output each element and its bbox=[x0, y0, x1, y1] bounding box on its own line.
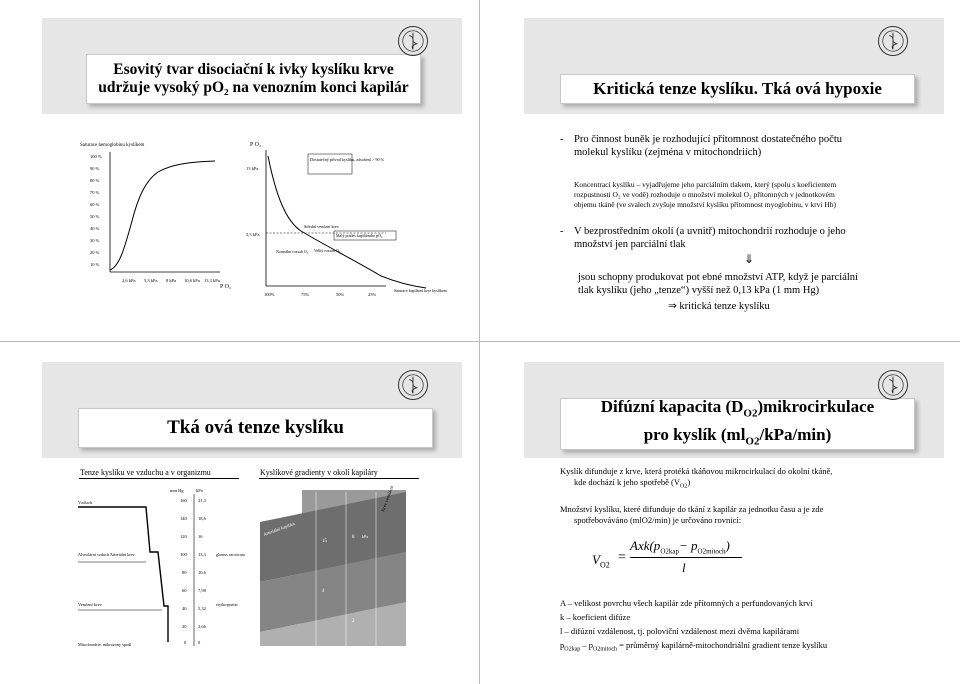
eq-sub: O2kap bbox=[660, 547, 679, 556]
gradient-value: 4 bbox=[322, 589, 325, 594]
mm-tick: 100 bbox=[180, 552, 187, 557]
ytick: 100 % bbox=[90, 154, 102, 159]
definition-line: A – velikost povrchu všech kapilár zde přítomných a perfundovaných krví bbox=[560, 598, 813, 608]
diffusion-equation bbox=[592, 538, 752, 582]
text-line: spotřebováváno (mlO2/min) je určováno rovnicí: bbox=[574, 515, 742, 525]
slide-4 bbox=[482, 344, 960, 684]
gradient-value: 2 bbox=[352, 619, 355, 624]
capillary-gradient-diagram bbox=[256, 482, 426, 652]
text-line: tlak kyslíku (jeho „tenze“) vyšší než 0,13 kPa (1 mm Hg) bbox=[578, 285, 820, 296]
mm-tick: 40 bbox=[182, 606, 187, 611]
graph-xlabel: P O₂ bbox=[220, 284, 232, 290]
caption-rule bbox=[259, 478, 419, 479]
xtick: 50% bbox=[336, 292, 345, 297]
ytick: 40 % bbox=[90, 226, 100, 231]
paragraph-concentration bbox=[574, 180, 934, 210]
slide-3 bbox=[0, 344, 478, 684]
kpa-tick: 10,6 bbox=[198, 570, 206, 575]
slide-title bbox=[560, 398, 915, 450]
kpa-tick: 5,32 bbox=[198, 606, 206, 611]
row-label: Alveolární vzduch Arteriální krev bbox=[78, 552, 135, 557]
text-sub: O2 bbox=[679, 483, 688, 490]
mm-tick: 160 bbox=[180, 498, 187, 503]
graph2-note: Střední venózní krev bbox=[304, 224, 339, 229]
text-line: Pro činnost buněk je rozhodující přítomnost dostatečného počtu bbox=[574, 134, 842, 145]
kpa-tick: 2,66 bbox=[198, 624, 206, 629]
xtick: 5,3 kPa bbox=[144, 278, 158, 283]
def-sub: O2kap bbox=[564, 646, 581, 653]
title-text: Tká ová tenze kyslíku bbox=[167, 417, 344, 438]
title-line: udržuje vysoký pO₂ na venozním konci kapilár bbox=[98, 79, 409, 96]
eq-equals: = bbox=[618, 550, 626, 565]
text-line: molekul kyslíku (zejména v mitochondriích) bbox=[574, 147, 762, 158]
ytick: 10 % bbox=[90, 262, 100, 267]
unit-label: kPa bbox=[362, 534, 368, 539]
xtick: 13,3 kPa bbox=[204, 278, 220, 283]
text-part: kde dochází k jeho spotřebě (V bbox=[574, 477, 680, 487]
graph2-ylabel: P O₂ bbox=[250, 142, 262, 148]
eq-part: Axk(p bbox=[630, 538, 661, 553]
row-label: Mitochondrie, mikrozony spodí bbox=[78, 642, 132, 647]
definition-line: k – koeficient difúze bbox=[560, 612, 631, 622]
caduceus-seal-icon bbox=[398, 370, 428, 400]
right-caption: Kyslíkové gradienty v okolí kapiláry bbox=[260, 468, 378, 477]
bullet-dash: - bbox=[560, 226, 564, 237]
slide-1 bbox=[0, 0, 478, 340]
slide-title bbox=[86, 54, 421, 104]
mm-tick: 120 bbox=[180, 534, 187, 539]
caption-rule bbox=[79, 478, 239, 479]
mm-tick: 140 bbox=[180, 516, 187, 521]
xtick: 100% bbox=[264, 292, 275, 297]
def-part: – p bbox=[580, 640, 593, 650]
mm-tick: 60 bbox=[182, 588, 187, 593]
title-part: )mikrocirkulace bbox=[757, 396, 875, 416]
bullet-dash: - bbox=[560, 134, 564, 145]
arrow-down: ⇓ bbox=[744, 252, 755, 266]
caduceus-seal-icon bbox=[878, 26, 908, 56]
row-label: Venózní krev bbox=[78, 602, 102, 607]
text-line: množství jen parciální tlak bbox=[574, 239, 686, 250]
slide-title bbox=[78, 408, 433, 448]
title-sub: O2 bbox=[743, 407, 758, 419]
text-line bbox=[560, 477, 940, 493]
xtick: 75% bbox=[301, 292, 310, 297]
annotation: glomus caroticum bbox=[216, 552, 245, 557]
kpa-tick: 0 bbox=[198, 640, 201, 645]
title-line bbox=[601, 396, 874, 424]
xtick: 25% bbox=[368, 292, 377, 297]
eq-denominator: l bbox=[682, 560, 686, 575]
eq-fraction-bar bbox=[630, 557, 742, 558]
title-line bbox=[644, 424, 832, 452]
paragraph-diffusion bbox=[560, 466, 940, 493]
graph2-ymid: 5,3 kPa bbox=[246, 232, 260, 237]
dissociation-curve-graph bbox=[80, 136, 240, 296]
kpa-tick: 21,3 bbox=[198, 498, 206, 503]
definition-line: l – difúzní vzdálenost, tj. poloviční vzdálenost mezi dvěma kapilárami bbox=[560, 626, 800, 636]
text-line: Množství kyslíku, které difunduje do tkání z kapilár za jednotku času a je zde bbox=[560, 504, 824, 514]
row-label: Vzduch bbox=[78, 500, 92, 505]
title-part: pro kyslík (ml bbox=[643, 425, 746, 444]
eq-lhs bbox=[592, 552, 610, 570]
definitions bbox=[560, 596, 950, 657]
ytick: 90 % bbox=[90, 166, 100, 171]
po2-curve bbox=[268, 156, 426, 288]
left-caption: Tenze kyslíku ve vzduchu a v organizmu bbox=[80, 468, 211, 477]
gradient-value: 8 bbox=[352, 535, 355, 540]
graph2-note: Velký rozsah O₂ bbox=[314, 248, 341, 253]
xtick: 10,6 kPa bbox=[184, 278, 200, 283]
text-line: Kyslík difunduje z krve, která protéká tkáňovou mikrocirkulací do okolní tkáně, bbox=[560, 466, 833, 476]
title-part: /kPa/min) bbox=[759, 425, 832, 444]
ytick: 30 % bbox=[90, 238, 100, 243]
capillary-po2-graph bbox=[246, 136, 447, 302]
graph2-note: Dostatečný přívod kyslíku, zásobení > 90 % bbox=[310, 157, 385, 162]
kpa-tick: 7,98 bbox=[198, 588, 206, 593]
horizontal-divider bbox=[0, 341, 960, 342]
mm-tick: 20 bbox=[182, 624, 187, 629]
slide-title bbox=[560, 74, 915, 104]
ytick: 80 % bbox=[90, 178, 100, 183]
text-line: objemu tkáně (ve svalech zvyšuje množství kyslíku přítomnost myoglobinu, v krvi Hb) bbox=[574, 200, 837, 209]
ytick: 70 % bbox=[90, 190, 100, 195]
kpa-tick: 16 bbox=[198, 534, 203, 539]
eq-part: ) bbox=[725, 538, 730, 553]
text-part: ) bbox=[687, 477, 691, 487]
gradient-value: 15 bbox=[322, 539, 327, 544]
graph2-ytop: 13 kPa bbox=[246, 166, 259, 171]
text-line: jsou schopny produkovat pot ebné množství ATP, když je parciální bbox=[578, 272, 858, 283]
def-part: = průměrný kapilárně-mitochondriální gradient tenze kyslíku bbox=[617, 640, 828, 650]
xtick: 8 kPa bbox=[166, 278, 177, 283]
eq-part: − p bbox=[678, 538, 698, 553]
graph2-note: Normální rozsah O₂ bbox=[276, 249, 309, 254]
ytick: 50 % bbox=[90, 214, 100, 219]
conclusion-text: ⇒ kritická tenze kyslíku bbox=[668, 301, 770, 312]
ytick: 20 % bbox=[90, 250, 100, 255]
def-sub: O2mitoch bbox=[593, 646, 617, 653]
text-line: V bezprostředním okolí (a uvnitř) mitochondrií rozhoduje o jeho bbox=[574, 226, 846, 237]
title-part: Difúzní kapacita (D bbox=[600, 396, 744, 416]
col-label: kPa bbox=[196, 488, 203, 493]
col-label: mm Hg bbox=[170, 488, 184, 493]
graph2-xlabel: Saturace kapilární krve kyslíkem bbox=[394, 288, 447, 293]
title-line: Esovitý tvar disociační k ivky kyslíku krve bbox=[113, 61, 394, 78]
paragraph-amount bbox=[560, 504, 940, 526]
ytick: 60 % bbox=[90, 202, 100, 207]
vertical-divider bbox=[479, 0, 480, 684]
text-line: Koncentraci kyslíku – vyjadřujeme jeho parciálním tlakem, který (spolu s koeficientem bbox=[574, 180, 837, 189]
def-part: p bbox=[560, 640, 565, 650]
sigmoid-curve bbox=[110, 161, 215, 270]
capillary-label: Arteriální kapilára bbox=[262, 520, 296, 537]
title-sub: O2 bbox=[745, 435, 760, 448]
bullet-1 bbox=[560, 133, 934, 159]
bullet-2 bbox=[560, 225, 934, 251]
title-text: Kritická tenze kyslíku. Tká ová hypoxie bbox=[593, 79, 882, 98]
annotation: erythropoetin bbox=[216, 602, 238, 607]
graph2-note: Malý pokles kapilárního pO₂ bbox=[336, 233, 383, 238]
eq-numerator bbox=[630, 538, 730, 556]
oxygen-tension-chart bbox=[76, 482, 246, 652]
slide-2 bbox=[482, 0, 960, 340]
tension-step-line bbox=[78, 507, 168, 642]
capillary-label: Krev venulární bbox=[380, 485, 395, 513]
kpa-tick: 18,6 bbox=[198, 516, 206, 521]
kpa-tick: 13,3 bbox=[198, 552, 206, 557]
mm-tick: 0 bbox=[184, 640, 187, 645]
eq-sub: O2 bbox=[599, 560, 610, 570]
paragraph-atp bbox=[578, 271, 938, 297]
graph-ylabel: Saturace hemoglobinu kyslíkem bbox=[80, 143, 145, 148]
eq-part: V bbox=[592, 552, 600, 567]
caduceus-seal-icon bbox=[878, 370, 908, 400]
definition-line bbox=[560, 638, 950, 657]
caduceus-seal-icon bbox=[398, 26, 428, 56]
mm-tick: 80 bbox=[182, 570, 187, 575]
xtick: 2,6 kPa bbox=[122, 278, 136, 283]
eq-sub: O2mitoch bbox=[697, 547, 726, 556]
text-line: rozpustnosti O₂ ve vodě) rozhoduje o množství molekul O₂ přítomných v jednotkovém bbox=[574, 190, 835, 199]
